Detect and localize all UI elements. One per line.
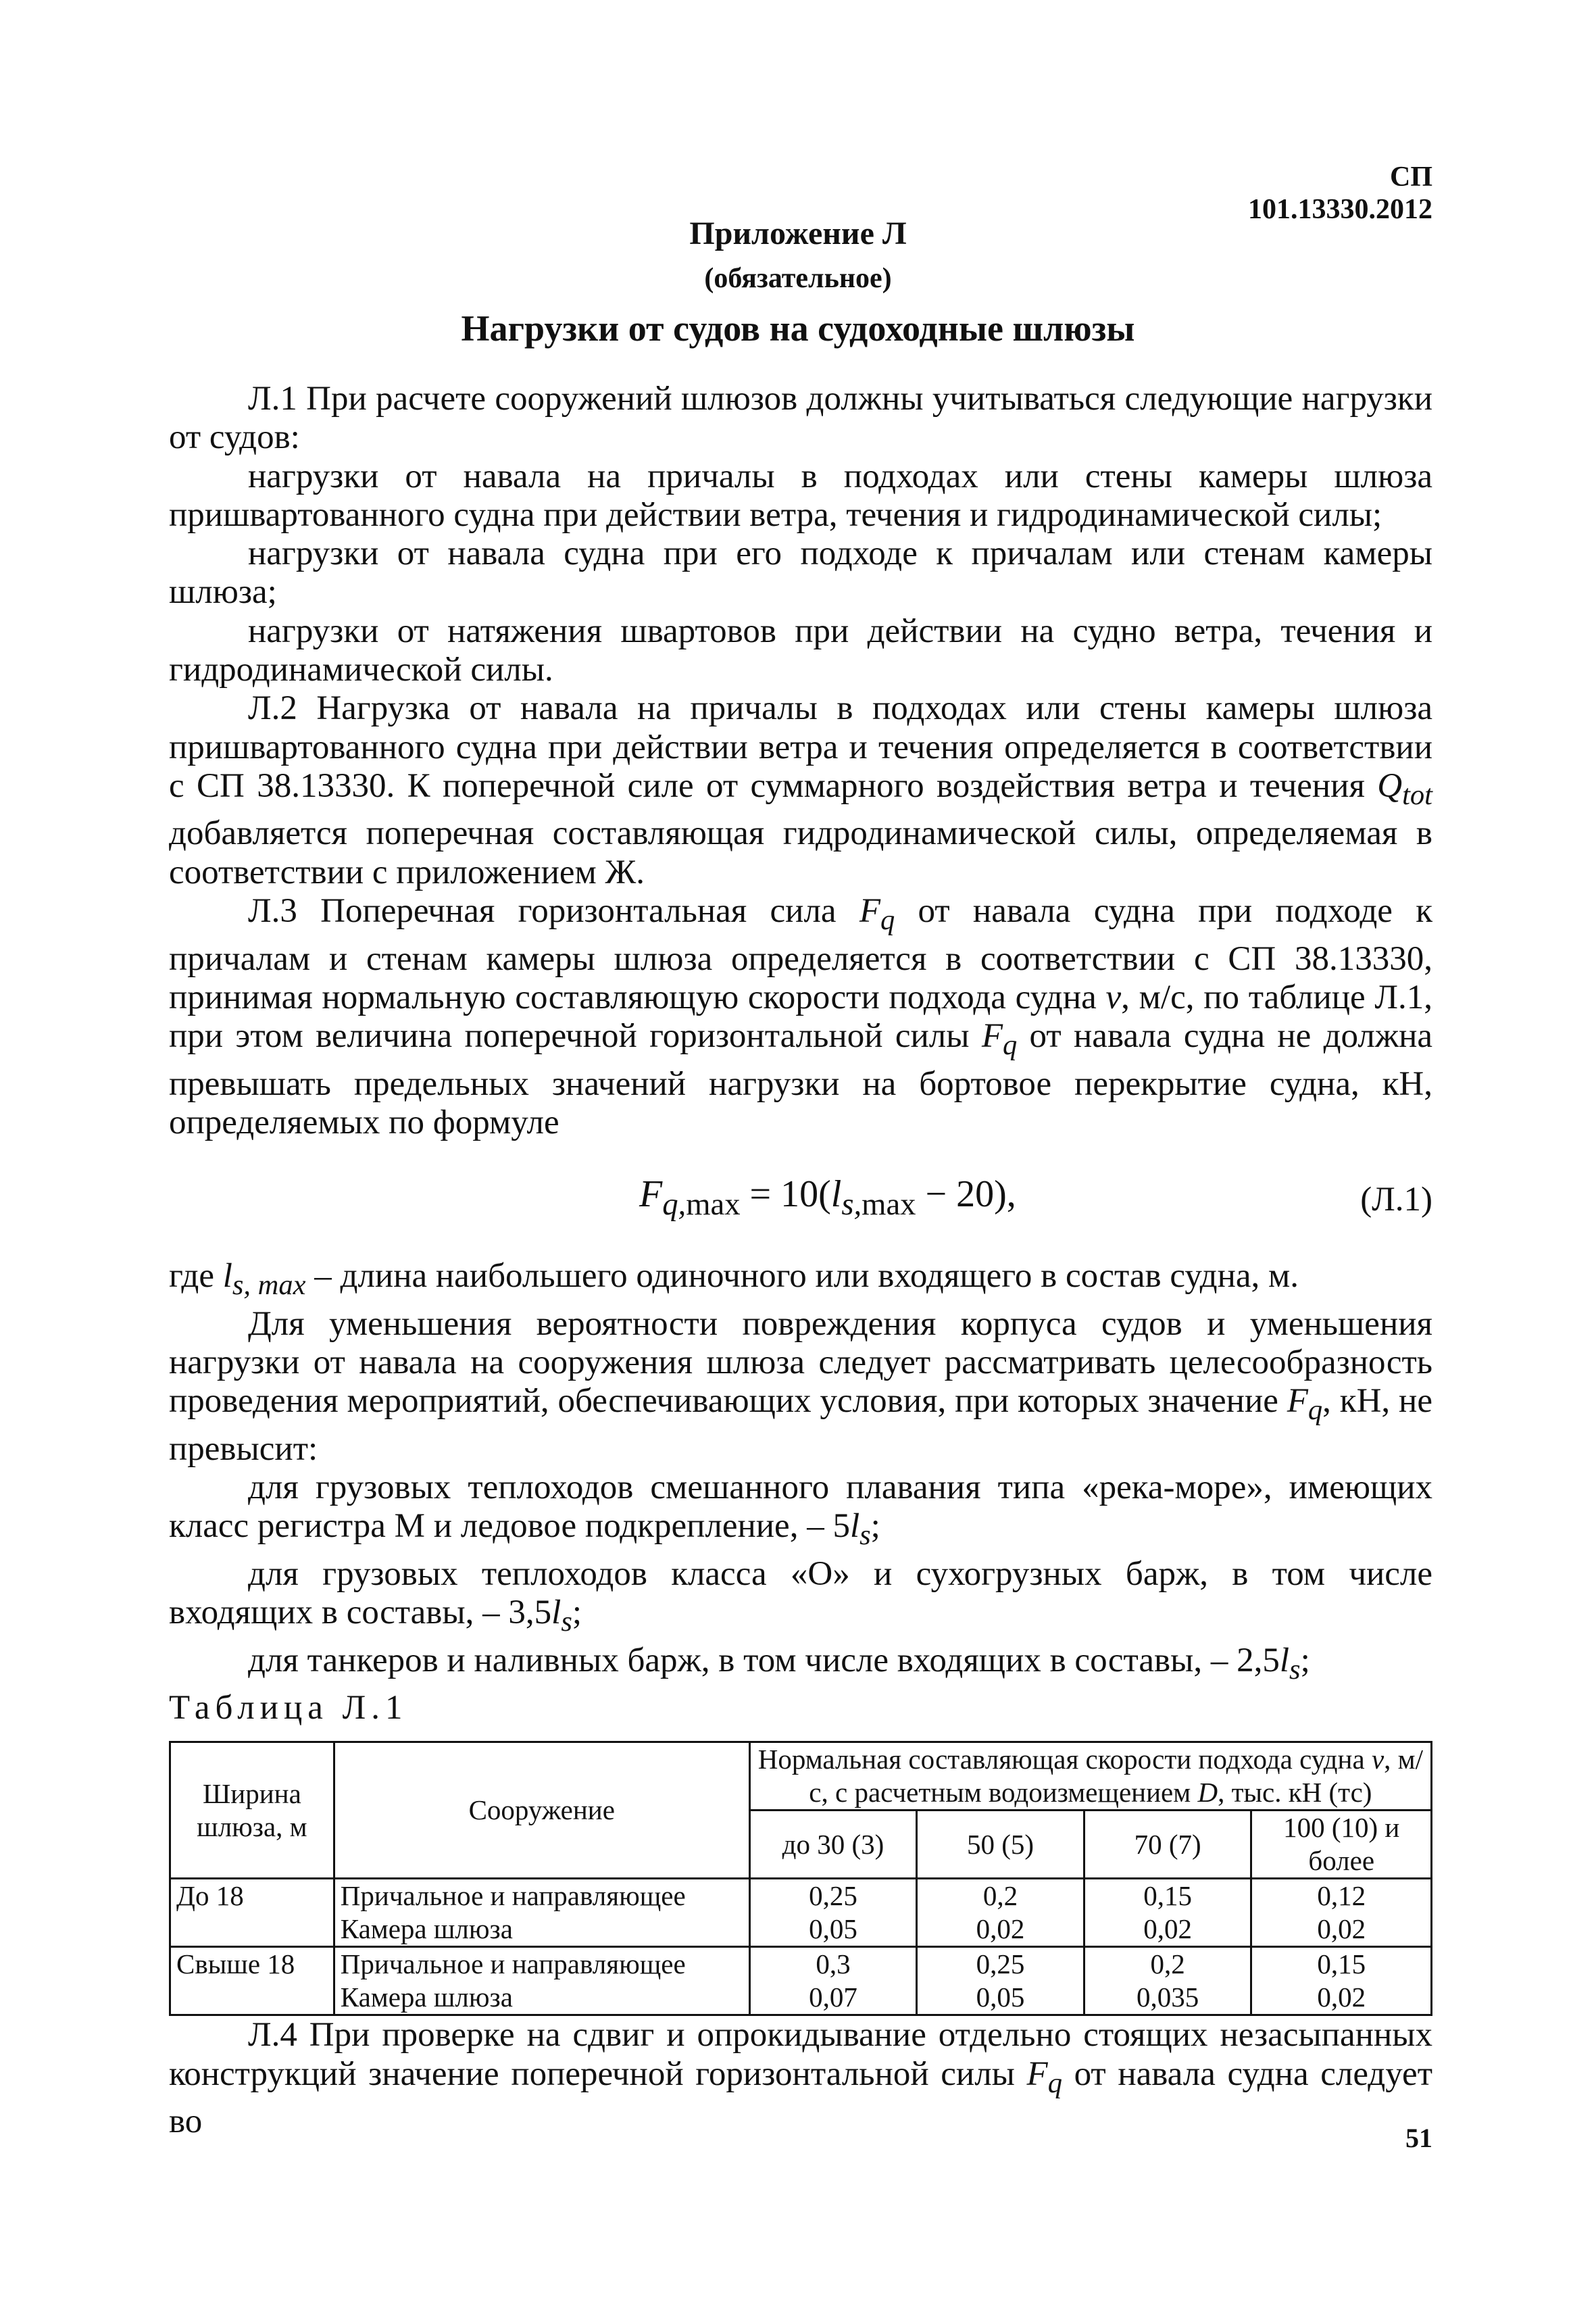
table-cell-value: 0,2 0,02: [917, 1879, 1084, 1947]
document-code: СП 101.13330.2012: [1248, 162, 1432, 225]
table-cell-structure: Причальное и направляющее Камера шлюза: [334, 1879, 749, 1947]
appendix-status: (обязательное): [704, 263, 892, 294]
table-subheader: 50 (5): [917, 1811, 1084, 1879]
table-cell-value: 0,3 0,07: [749, 1947, 917, 2015]
table-row: [170, 1879, 1432, 1947]
list-item: нагрузки от натяжения швартовов при действии на судно ветра, течения и гидродинамической силы.: [169, 612, 1432, 689]
list-item: для грузовых теплоходов класса «О» и сухогрузных барж, в том числе входящих в составы, – $3,5l_s$;: [169, 1554, 1432, 1638]
table-cell-value: 0,15 0,02: [1084, 1879, 1251, 1947]
list-item: нагрузки от навала на причалы в подходах или стены камеры шлюза пришвартованного судна при действии ветра, течения и гидродинамической силы;: [169, 457, 1432, 534]
table-caption: Таблица Л.1: [169, 1689, 408, 1727]
table-cell-value: 0,25 0,05: [749, 1879, 917, 1947]
paragraph-reduction: Для уменьшения вероятности повреждения корпуса судов и уменьшения нагрузки от навала на сооружения шлюза следует рассматривать целесообразность проведения мероприятий, обеспечивающих условия, при которых значение $F_q$, кН, не превысит:: [169, 1304, 1432, 1468]
table-header-group: Нормальная составляющая скорости подхода судна v, м/с, с расчетным водоизмещением D, тыс. кН (тс): [749, 1742, 1431, 1811]
table-row: [170, 1947, 1432, 2015]
paragraph-l2: Л.2 Нагрузка от навала на причалы в подходах или стены камеры шлюза пришвартованного судна при действии ветра и течения определяется в соответствии с СП 38.13330. К поперечной силе от суммарного воздействия ветра и течения $Q_{tot}$ добавляется поперечная составляющая гидродинамической силы, определяемая в соответствии с приложением Ж.: [169, 689, 1432, 891]
formula-l1: [169, 1142, 1432, 1257]
list-item: для танкеров и наливных барж, в том числе входящих в составы, – $2,5l_s$;: [248, 1641, 1310, 1685]
table-cell-structure: Причальное и направляющее Камера шлюза: [334, 1947, 749, 2015]
table-header-width: Ширина шлюза, м: [170, 1742, 334, 1879]
table-cell-value: 0,12 0,02: [1251, 1879, 1432, 1947]
table-cell-value: 0,2 0,035: [1084, 1947, 1251, 2015]
body-text: [169, 380, 1432, 2141]
list-item: для грузовых теплоходов смешанного плавания типа «река-море», имеющих класс регистра М и ледовое подкрепление, – $5l_s$;: [169, 1469, 1432, 1552]
table-cell-value: 0,15 0,02: [1251, 1947, 1432, 2015]
formula-number: (Л.1): [1360, 1180, 1432, 1218]
list-item: нагрузки от навала судна при его подходе к причалам или стенам камеры шлюза;: [169, 535, 1432, 612]
formula-explanation: где $l_{s, max}$ – длина наибольшего одиночного или входящего в состав судна, м.: [169, 1257, 1299, 1302]
appendix-title: Приложение Л: [689, 216, 907, 251]
table-cell-width: До 18: [170, 1879, 334, 1947]
table-subheader: до 30 (3): [749, 1811, 917, 1879]
section-heading: Нагрузки от судов на судоходные шлюзы: [461, 308, 1135, 349]
table-cell-width: Свыше 18: [170, 1947, 334, 2015]
formula-expression: $F_{q,max} = 10(l_{s,max} - 20)$,: [639, 1173, 1016, 1223]
paragraph-l3: Л.3 Поперечная горизонтальная сила $F_q$ от навала судна при подходе к причалам и стенам камеры шлюза определяется в соответствии с СП 38.13330, принимая нормальную составляющую скорости подхода судна v, м/с, по таблице Л.1, при этом величина поперечной горизонтальной силы $F_q$ от навала судна не должна превышать предельных значений нагрузки на бортовое перекрытие судна, кН, определяемых по формуле: [169, 892, 1432, 1141]
table-subheader: 70 (7): [1084, 1811, 1251, 1879]
table-l1: [169, 1741, 1432, 2016]
page-number: 51: [1405, 2123, 1432, 2153]
table-cell-value: 0,25 0,05: [917, 1947, 1084, 2015]
table-header-structure: Сооружение: [334, 1742, 749, 1879]
paragraph-l1: Л.1 При расчете сооружений шлюзов должны учитываться следующие нагрузки от судов:: [169, 380, 1432, 457]
paragraph-l4: Л.4 При проверке на сдвиг и опрокидывание отдельно стоящих незасыпанных конструкций значение поперечной горизонтальной силы $F_q$ от навала судна следует во: [169, 2016, 1432, 2141]
table-subheader: 100 (10) и более: [1251, 1811, 1432, 1879]
